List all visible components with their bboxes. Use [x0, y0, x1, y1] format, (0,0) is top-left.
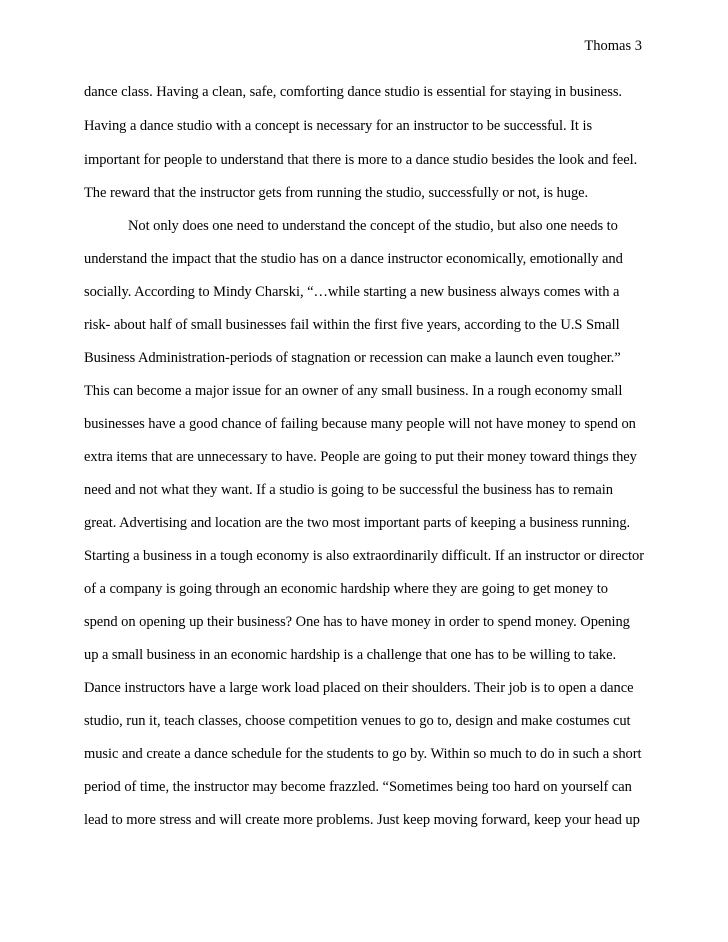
body-line-2: Having a dance studio with a concept is necessary for an instructor to be successful. It is	[84, 118, 593, 134]
body-line-13: need and not what they want. If a studio is going to be successful the business has to remain	[84, 482, 613, 498]
body-line-17: spend on opening up their business? One has to have money in order to spend money. Opening	[84, 614, 630, 630]
body-line-22: period of time, the instructor may become frazzled. “Sometimes being too hard on yourself can	[84, 779, 632, 795]
running-head: Thomas 3	[584, 38, 642, 54]
body-line-14: great. Advertising and location are the two most important parts of keeping a business running.	[84, 515, 631, 531]
body-line-8: risk- about half of small businesses fail within the first five years, according to the U.S Small	[84, 317, 620, 333]
body-line-5-paragraph-start: Not only does one need to understand the concept of the studio, but also one needs to	[128, 218, 618, 234]
body-line-15: Starting a business in a tough economy is also extraordinarily difficult. If an instructor or director	[84, 548, 644, 564]
body-line-4: The reward that the instructor gets from running the studio, successfully or not, is huge.	[84, 185, 589, 201]
body-line-6: understand the impact that the studio has on a dance instructor economically, emotionally and	[84, 251, 623, 267]
body-line-1: dance class. Having a clean, safe, comforting dance studio is essential for staying in business.	[84, 84, 622, 100]
body-line-10: This can become a major issue for an owner of any small business. In a rough economy small	[84, 383, 623, 399]
body-line-3: important for people to understand that there is more to a dance studio besides the look and feel.	[84, 152, 638, 168]
body-line-23: lead to more stress and will create more problems. Just keep moving forward, keep your head up	[84, 812, 640, 828]
body-line-20: studio, run it, teach classes, choose competition venues to go to, design and make costumes cut	[84, 713, 631, 729]
body-line-12: extra items that are unnecessary to have. People are going to put their money toward things they	[84, 449, 637, 465]
body-line-21: music and create a dance schedule for the students to go by. Within so much to do in such a short	[84, 746, 642, 762]
body-line-19: Dance instructors have a large work load placed on their shoulders. Their job is to open a dance	[84, 680, 634, 696]
body-line-7: socially. According to Mindy Charski, “…while starting a new business always comes with a	[84, 284, 620, 300]
body-line-16: of a company is going through an economic hardship where they are going to get money to	[84, 581, 608, 597]
body-line-11: businesses have a good chance of failing because many people will not have money to spend on	[84, 416, 636, 432]
body-line-18: up a small business in an economic hardship is a challenge that one has to be willing to take.	[84, 647, 617, 663]
body-line-9: Business Administration-periods of stagnation or recession can make a launch even tougher.”	[84, 350, 621, 366]
